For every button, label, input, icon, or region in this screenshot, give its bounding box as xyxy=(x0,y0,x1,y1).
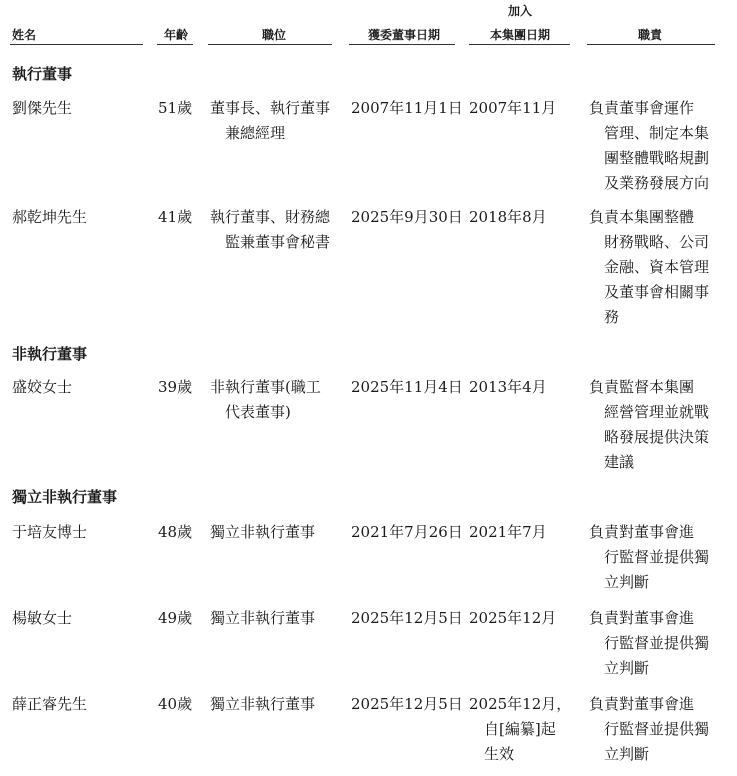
cell-age: 49歲 xyxy=(158,609,193,627)
cell-joined: 2021年7月 xyxy=(469,523,547,541)
cell-appointed: 2007年11月1日 xyxy=(351,99,463,117)
header-joined-top: 加入 xyxy=(508,4,533,18)
cell-appointed: 2025年12月5日 xyxy=(351,609,463,627)
header-rule-appointed xyxy=(349,44,455,45)
cell-duties xyxy=(589,375,709,475)
cell-duties xyxy=(589,205,709,330)
joined-line: 生效 xyxy=(484,745,515,763)
header-appointed: 獲委董事日期 xyxy=(368,28,441,42)
position-line: 監兼董事會秘書 xyxy=(225,233,331,251)
cell-age: 48歲 xyxy=(158,523,193,541)
duties-line: 經營管理並就戰 xyxy=(604,403,710,421)
section-title-executive: 執行董事 xyxy=(12,65,73,83)
position-line: 董事長、執行董事 xyxy=(210,99,331,117)
cell-age: 41歲 xyxy=(158,208,193,226)
duties-line: 負責本集團整體 xyxy=(589,208,695,226)
cell-name: 薛正睿先生 xyxy=(12,695,88,713)
duties-line: 金融、資本管理 xyxy=(604,258,710,276)
cell-position xyxy=(210,205,330,255)
joined-line: 2025年12月， xyxy=(469,695,572,713)
cell-appointed: 2021年7月26日 xyxy=(351,523,463,541)
duties-line: 行監督並提供獨 xyxy=(604,720,710,738)
cell-name: 于培友博士 xyxy=(12,523,88,541)
duties-line: 務 xyxy=(604,308,620,326)
header-rule-age xyxy=(157,44,193,45)
duties-line: 略發展提供決策 xyxy=(604,428,710,446)
cell-joined: 2013年4月 xyxy=(469,378,547,396)
cell-position: 獨立非執行董事 xyxy=(210,609,316,627)
cell-position: 獨立非執行董事 xyxy=(210,695,316,713)
cell-appointed: 2025年9月30日 xyxy=(351,208,463,226)
cell-position: 獨立非執行董事 xyxy=(210,523,316,541)
header-name: 姓名 xyxy=(12,28,37,42)
position-line: 執行董事、財務總 xyxy=(210,208,331,226)
duties-line: 立判斷 xyxy=(604,573,650,591)
duties-line: 行監督並提供獨 xyxy=(604,634,710,652)
duties-line: 負責監督本集團 xyxy=(589,378,695,396)
duties-line: 負責對董事會進 xyxy=(589,523,695,541)
position-line: 非執行董事(職工 xyxy=(210,378,321,396)
header-rule-name xyxy=(10,44,143,45)
cell-duties xyxy=(589,692,709,767)
cell-name: 郝乾坤先生 xyxy=(12,208,88,226)
duties-line: 負責董事會運作 xyxy=(589,99,695,117)
cell-position xyxy=(210,96,330,146)
header-rule-position xyxy=(208,44,332,45)
cell-duties xyxy=(589,606,709,681)
duties-line: 負責對董事會進 xyxy=(589,609,695,627)
duties-line: 立判斷 xyxy=(604,659,650,677)
cell-duties xyxy=(589,520,709,595)
header-joined: 本集團日期 xyxy=(490,28,551,42)
duties-line: 負責對董事會進 xyxy=(589,695,695,713)
cell-name: 劉傑先生 xyxy=(12,99,73,117)
joined-line: 自[編纂]起 xyxy=(484,720,556,738)
cell-name: 楊敏女士 xyxy=(12,609,73,627)
section-title-non-executive: 非執行董事 xyxy=(12,345,88,363)
duties-line: 管理、制定本集 xyxy=(604,124,710,142)
position-line: 兼總經理 xyxy=(225,124,286,142)
cell-joined: 2007年11月 xyxy=(469,99,557,117)
cell-position xyxy=(210,375,321,425)
header-age: 年齡 xyxy=(164,28,189,42)
cell-duties xyxy=(589,96,709,196)
duties-line: 立判斷 xyxy=(604,745,650,763)
duties-line: 及業務發展方向 xyxy=(604,174,710,192)
header-duties: 職責 xyxy=(638,28,663,42)
cell-joined xyxy=(469,692,571,767)
cell-joined: 2018年8月 xyxy=(469,208,547,226)
cell-name: 盛姣女士 xyxy=(12,378,73,396)
section-title-independent: 獨立非執行董事 xyxy=(12,488,118,506)
duties-line: 及董事會相關事 xyxy=(604,283,710,301)
cell-joined: 2025年12月 xyxy=(469,609,557,627)
header-rule-duties xyxy=(587,44,715,45)
cell-appointed: 2025年12月5日 xyxy=(351,695,463,713)
duties-line: 財務戰略、公司 xyxy=(604,233,710,251)
duties-line: 行監督並提供獨 xyxy=(604,548,710,566)
cell-age: 39歲 xyxy=(158,378,193,396)
cell-age: 40歲 xyxy=(158,695,193,713)
header-rule-joined xyxy=(469,44,570,45)
header-position: 職位 xyxy=(262,28,287,42)
position-line: 代表董事) xyxy=(225,403,291,421)
cell-age: 51歲 xyxy=(158,99,193,117)
duties-line: 團整體戰略規劃 xyxy=(604,149,710,167)
duties-line: 建議 xyxy=(604,453,635,471)
cell-appointed: 2025年11月4日 xyxy=(351,378,463,396)
